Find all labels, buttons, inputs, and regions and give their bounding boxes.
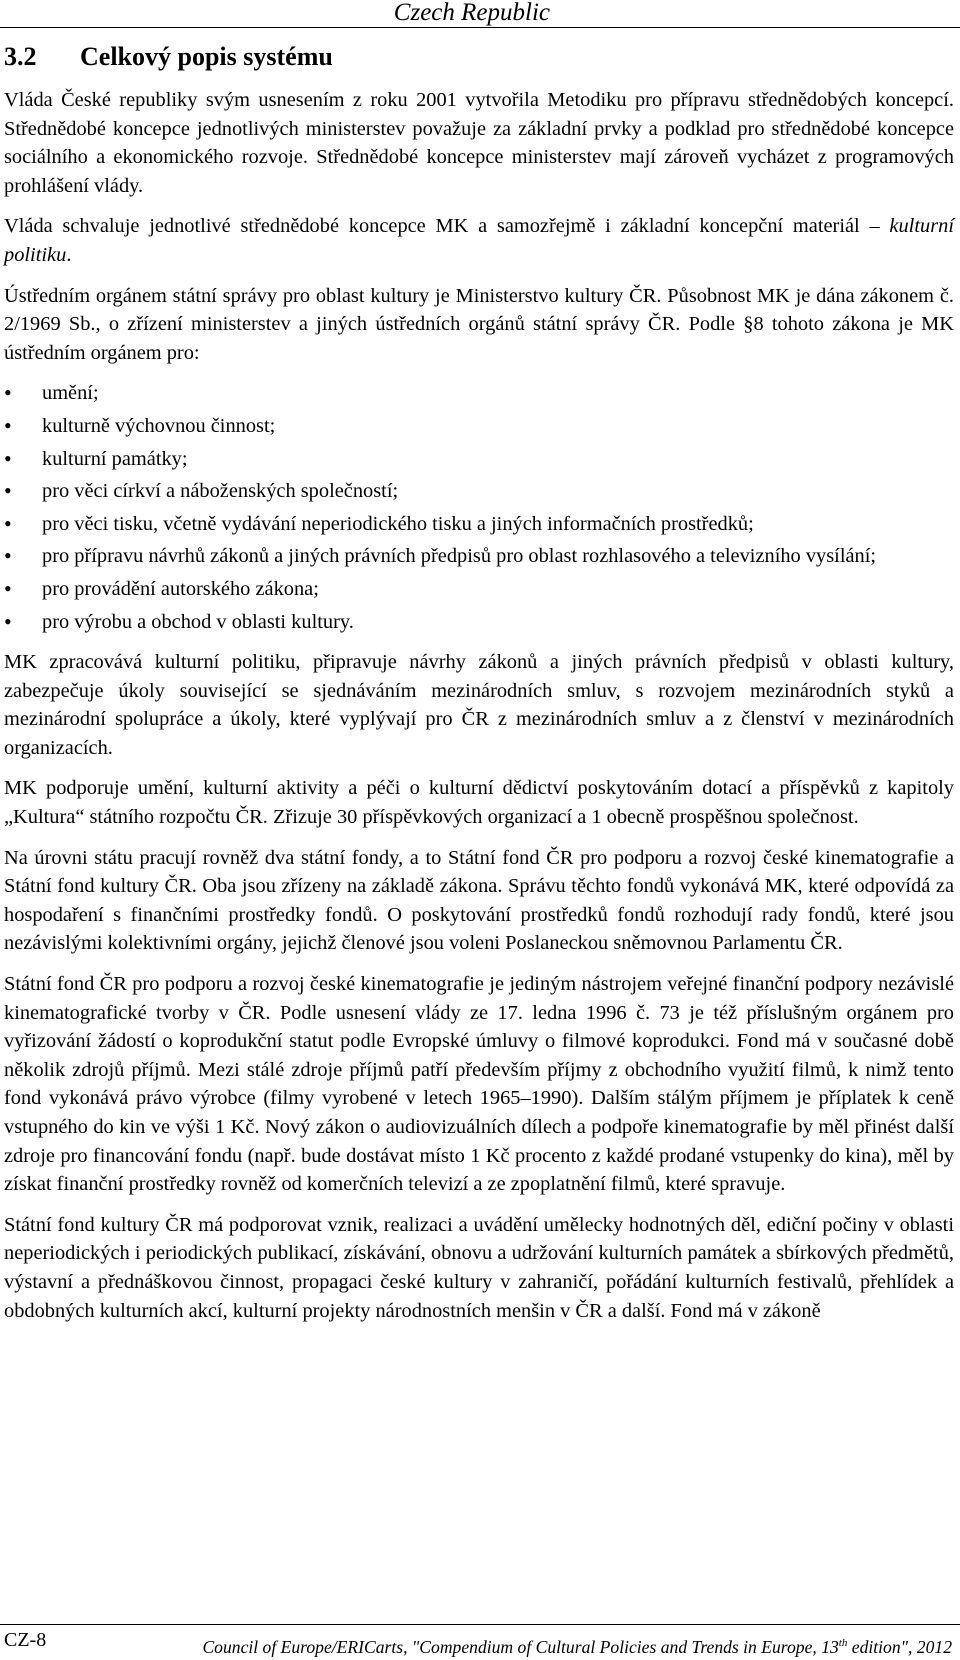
list-item: • pro věci církví a náboženských společností; <box>4 477 954 506</box>
page-number: CZ-8 <box>4 1629 47 1651</box>
citation-text: Council of Europe/ERICarts, "Compendium of Cultural Policies and Trends in Europe, 13 <box>202 1636 839 1657</box>
citation-superscript: th <box>838 1637 848 1649</box>
footer-rule <box>0 1624 960 1625</box>
paragraph-1: Vláda České republiky svým usnesením z roku 2001 vytvořila Metodiku pro přípravu střednědobých koncepcí. Střednědobé koncepce jednotlivých ministerstev považuje za základní prvky a podklad pro střednědobé koncepce sociálního a ekonomického rozvoje. Střednědobé koncepce ministerstev mají zároveň vycházet z programových prohlášení vlády. <box>4 89 954 197</box>
citation-end: edition", 2012 <box>847 1636 952 1657</box>
list-item: • pro výrobu a obchod v oblasti kultury. <box>4 608 954 637</box>
paragraph-6: Na úrovni státu pracují rovněž dva státní fondy, a to Státní fond ČR pro podporu a rozvoj české kinematografie a Státní fond kultury ČR. Oba jsou zřízeny na základě zákona. Správu těchto fondů vykonává MK, které odpovídá za hospodaření s finančními prostředky fondů. O poskytování prostředků fondů rozhodují rady fondů, které jsou nezávislými kolektivními orgány, jejichž členové jsou voleni Poslaneckou sněmovnou Parlamentu ČR. <box>4 846 954 955</box>
list-item: • pro věci tisku, včetně vydávání neperiodického tisku a jiných informačních prostředků; <box>4 510 954 539</box>
document-body <box>4 86 954 1337</box>
footer-citation <box>202 1630 952 1660</box>
list-item: • pro provádění autorského zákona; <box>4 575 954 604</box>
header-country: Czech Republic <box>393 0 550 26</box>
list-item: • pro přípravu návrhů zákonů a jiných právních předpisů pro oblast rozhlasového a televizního vysílání; <box>4 542 954 571</box>
list-item: • umění; <box>4 379 954 408</box>
paragraph-8: Státní fond kultury ČR má podporovat vznik, realizaci a uvádění umělecky hodnotných děl, ediční počiny v oblasti neperiodických i periodických publikací, získávání, obnovu a udržování kulturních památek a sbírkových předmětů, výstavní a přednáškovou činnost, propagaci české kultury v zahraničí, pořádání kulturních festivalů, přehlídek a obdobných kulturních akcí, kulturní projekty národnostních menšin v ČR a další. Fond má v zákoně <box>4 1213 954 1322</box>
section-number: 3.2 <box>4 42 37 71</box>
header-rule <box>0 27 960 28</box>
paragraph-5: MK podporuje umění, kulturní aktivity a péči o kulturní dědictví poskytováním dotací a příspěvků z kapitoly „Kultura“ státního rozpočtu ČR. Zřizuje 30 příspěvkových organizací a 1 obecně prospěšnou společnost. <box>4 777 954 829</box>
competence-list <box>4 379 954 636</box>
list-item: • kulturně výchovnou činnost; <box>4 412 954 441</box>
paragraph-2 <box>4 212 954 269</box>
list-item: • kulturní památky; <box>4 445 954 474</box>
paragraph-3: Ústředním orgánem státní správy pro oblast kultury je Ministerstvo kultury ČR. Působnost MK je dána zákonem č. 2/1969 Sb., o zřízení ministerstev a jiných ústředních orgánů státní správy ČR. Podle §8 tohoto zákona je MK ústředním orgánem pro: <box>4 284 954 364</box>
paragraph-2-end: . <box>66 243 72 266</box>
section-title: Celkový popis systému <box>80 42 333 71</box>
paragraph-7: Státní fond ČR pro podporu a rozvoj české kinematografie je jediným nástrojem veřejné finanční podpory nezávislé kinematografické tvorby v ČR. Podle usnesení vlády ze 17. ledna 1996 č. 73 je též příslušným orgánem pro vyřizování žádostí o koprodukční statut podle Evropské úmluvy o filmové koprodukci. Fond má v současné době několik zdrojů příjmů. Mezi stálé zdroje příjmů patří především příjmy z obchodního využití filmů, k nimž tento fond vykonává právo výrobce (filmy vyrobené v letech 1965–1990). Dalším stálým příjmem je příplatek k ceně vstupného do kin ve výši 1 Kč. Nový zákon o audiovizuálních dílech a podpoře kinematografie by měl přinést další zdroje pro financování fondu (např. bude dostávat místo 1 Kč procento z každé prodané vstupenky do kina), měl by získat finanční prostředky rovněž od komerčních televizí a ze zpoplatnění filmů, které spravuje. <box>4 973 954 1196</box>
paragraph-4: MK zpracovává kulturní politiku, připravuje návrhy zákonů a jiných právních předpisů v oblasti kultury, zabezpečuje úkoly související se sjednáváním mezinárodních smluv, s rozvojem mezinárodních styků a mezinárodní spolupráce a úkoly, které vyplývají pro ČR z mezinárodních smluv a z členství v mezinárodních organizacích. <box>4 651 954 759</box>
paragraph-2-italic: kulturní politiku <box>4 215 954 266</box>
section-heading <box>4 42 333 72</box>
paragraph-2-text: Vláda schvaluje jednotlivé střednědobé koncepce MK a samozřejmě i základní koncepční materiál – <box>4 215 890 238</box>
